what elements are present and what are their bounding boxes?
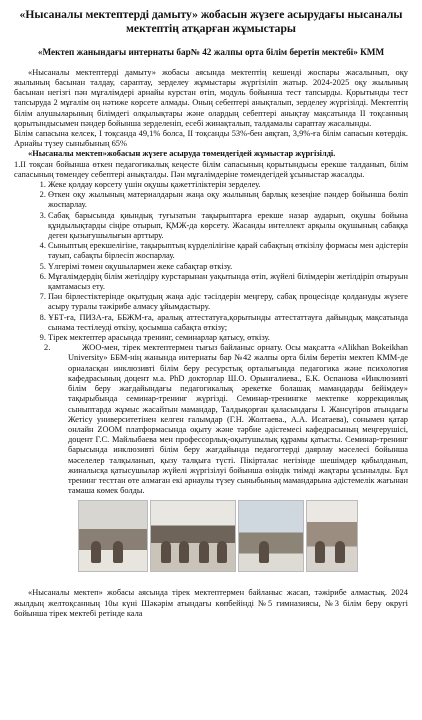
outro-paragraph: «Нысаналы мектеп» жобасы аясында тірек мектептермен байланыс жасап, тәжірибе алмастық. 2024 жылдың желтоқсанның 10ы күні Шәкәрім атындағы көпбейінді №5 гимназиясы, №3 білім беру округі бойынша тірек мектебі ретінде кала	[14, 588, 408, 618]
person-figure	[91, 541, 101, 563]
seminar-photo	[306, 500, 358, 572]
list-item: 2. Өткен оқу жылының материалдарын жаңа оқу жылының барлық кезеңіне пәндер бойынша бөліп жоспарлау.	[48, 190, 408, 210]
list-item: 9. Тірек мектептер арасында тренинг, семинарлар қатысу, өткізу.	[48, 333, 408, 343]
seminar-photo	[150, 500, 236, 572]
person-figure	[335, 541, 345, 563]
person-figure	[179, 541, 189, 563]
school-name: «Мектеп жанындағы интернаты бар№ 42 жалпы орта білім беретін мектебі» КММ	[37, 47, 385, 57]
list-item: 8. ҰБТ-ға, ПИЗА-ға, ББЖМ-ға, аралық аттестатуға,қорытынды аттестаттауға дайындық мақсатында сынама тестілеуді өткізу, қосымша сабақта өткізу;	[48, 313, 408, 333]
list-item: 3. Сабақ барысында қиындық туғызатын тақырыптарға ерекше назар аударып, оқушы бойына құндылықтарды сіңіре отырып, ҚМЖ-да көрсету. Жасанды интеллект арқылы оқушының сабаққа деген қызығушылығын арттыру.	[48, 211, 408, 242]
section-heading: «Нысаналы мектеп»жобасын жүзеге асыруда төмендегідей жұмыстар жүргізілді.	[28, 149, 336, 159]
intro-paragraph: «Нысаналы мектептерді дамыту» жобасы аясында мектептің кешенді жоспары жасалынып, оқу жылының басынан талдау, сараптау, зерделеу жұмыстары жүргізіліп жатыр. 2024-2025 оқу жылының басынан негізгі пән мұғалімдері арнайы курстан өтіп, модуль бойынша тест тапсырды. Қорытынды тест тапсыруда 2 мұғалім оң нәтиже көрсете алмады. Оның себептері анықталып, зерделеу жүргізілді. Мектептің білім алушыларының білімдегі олқылықтары және олардың себептері анықтау мақсатында II тоқсанның қорытындысымен пәндер бойынша зерделеніп, есебі жинақталып, талдамалы сараптау жасалынды.	[14, 67, 408, 128]
photo-strip	[14, 500, 408, 582]
point-two-number: 2.	[44, 343, 51, 353]
person-figure	[259, 541, 269, 563]
person-figure	[113, 541, 123, 563]
point-two	[14, 343, 408, 496]
list-item: 7. Пән бірлестіктерінде оқытудың жаңа әдіс тәсілдерін меңгеру, сабақ процесінде қолдануды жүзеге асыру туралы тәжірибе алмасу ұйымдастыру.	[48, 292, 408, 312]
document-title: «Нысаналы мектептерді дамыту» жобасын жүзеге асырудағы нысаналы мектептің атқарған жұмыстары	[19, 8, 403, 35]
seminar-photo	[238, 500, 304, 572]
person-figure	[217, 541, 227, 563]
list-item: 4. Сыныптың ерекшелігіне, тақырыптың күрделілігіне қарай сабақтың өткізілу формасы мен әдістерін тауып, сабақты бірлесіп жоспарлау.	[48, 241, 408, 261]
list-item: 5. Үлгерімі төмен оқушылармен жеке сабақтар өткізу.	[48, 262, 408, 272]
point-two-paragraph: ЖОО-мен, тірек мектептермен тығыз байланыс орнату. Осы мақсатта «Alikhan Bokeikhan University» ББМ-нің жанында интернаты бар №42 жалпы орта білім беретін мектеп КММ-де орналасқан инклюзивті білім беру ресурстық орталығында педагогика және психология кафедрасының доцент м.а. PhD докторлар Ш.О. Орынғалиева., Б.К. Оспанова «Инклюзивті білім беру жағдайындағы педагогикалық әрекетке болашақ мамандарды бейімдеу» тақырыбында семинар-тренинг жүргізді. Семинар-тренингке мектепке коррекциялық сыныптарда жұмыс жасайтын мамандар, Талдықорған қаласындағы І. Жансүгіров атындағы Жетісу университетінен келген ғалымдар (Г.Н. Жолтаева., А.А. Исатаева), сонымен қатар онлайн ZOOM платформасында оқыту және тәрбие әдістемесі кафедрасының меңгерушісі, доцент Г.С. Майлыбаева мен профессорлық-оқытушылық құрамы қатысты. Семинар-тренинг барысында инклюзивті білім беру жағдайында педагогтерді даярлау мәселесі бойынша мәселелер талқыланып, қызу талқыға түсті. Пікірталас негізінде шешімдер қабылданып, жиналысқа қатысушылар жүйелі жүргізілуі бойынша өзіндік тиімді жақтары ұсынылды. Бұл тренинг тесттан өте алмаған екі арнаулы түзеу сыныбының мамандарына әдістемелік жағынан тамаша көмек болды.	[68, 343, 408, 496]
list-item: 6. Мұғалімдердің білім жетілдіру курстарынан уақытында өтіп, жүйелі білімдерін жетілдіріп отыруын қамтамасыз ету.	[48, 272, 408, 292]
stats-paragraph: Білім сапасына келсек, I тоқсанда 49,1% болса, II тоқсанды 53%-бен аяқтап, 3,9%-ға білім сапасын көтердік. Арнайы түзеу сыныбының 65%	[14, 129, 408, 149]
person-figure	[315, 541, 325, 563]
list-item: 1. Жеке қолдау көрсету үшін оқушы қажеттіліктерін зерделеу.	[48, 180, 408, 190]
person-figure	[161, 541, 171, 563]
point-one-paragraph: 1.II тоқсан бойынша өткен педагогикалық кеңесте білім сапасының қорытындысы ерекше талданып, білім сапасының төмендеу себептері анықталды. Пән мұғалімдеріне төмендегідей ұсыныстар жасалды.	[14, 159, 408, 179]
person-figure	[199, 541, 209, 563]
recommendations-list	[14, 180, 408, 343]
seminar-photo	[78, 500, 148, 572]
